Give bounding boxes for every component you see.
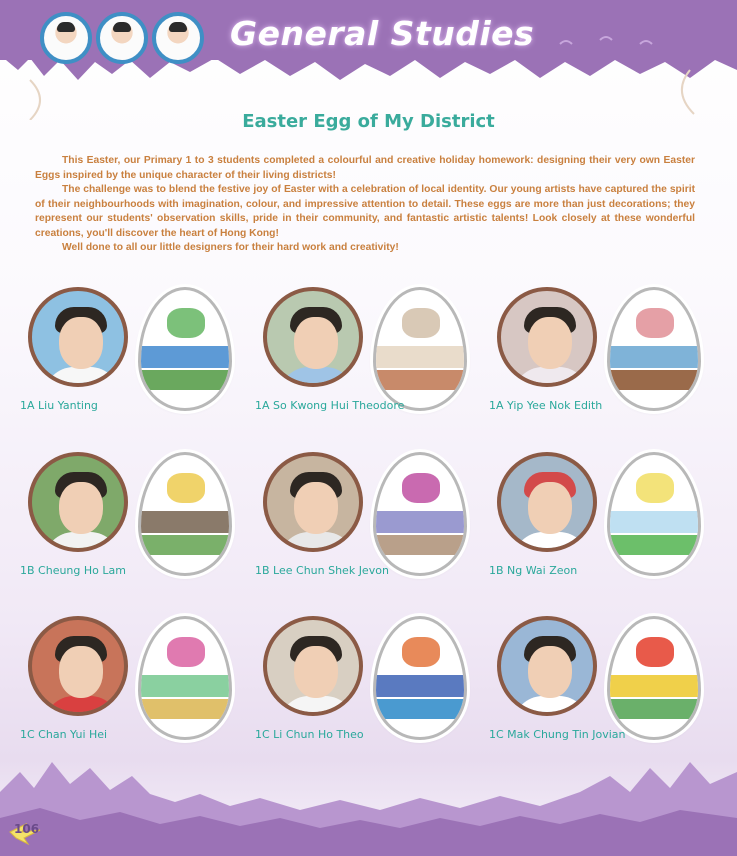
footer-decoration xyxy=(0,732,737,856)
student-name: 1B Cheung Ho Lam xyxy=(20,564,126,577)
student-entry xyxy=(20,287,248,427)
student-photo xyxy=(28,287,128,387)
student-photo xyxy=(263,616,363,716)
student-name: 1A Liu Yanting xyxy=(20,399,98,412)
student-entry xyxy=(255,287,483,427)
article-title: Easter Egg of My District xyxy=(242,111,495,132)
student-name: 1C Li Chun Ho Theo xyxy=(255,728,364,741)
easter-egg-drawing xyxy=(607,616,701,740)
easter-egg-drawing xyxy=(138,616,232,740)
section-title: General Studies xyxy=(230,14,535,53)
easter-egg-drawing xyxy=(373,616,467,740)
student-photo xyxy=(28,452,128,552)
easter-egg-drawing xyxy=(607,287,701,411)
easter-egg-drawing xyxy=(373,452,467,576)
student-entry xyxy=(20,452,248,592)
easter-egg-drawing xyxy=(138,287,232,411)
student-name: 1B Lee Chun Shek Jevon xyxy=(255,564,389,577)
student-photo xyxy=(497,452,597,552)
student-photo xyxy=(28,616,128,716)
easter-egg-drawing xyxy=(138,452,232,576)
intro-paragraph: Well done to all our little designers for their hard work and creativity! xyxy=(62,242,399,253)
student-name: 1B Ng Wai Zeon xyxy=(489,564,578,577)
student-name: 1A Yip Yee Nok Edith xyxy=(489,399,603,412)
student-entry xyxy=(489,452,717,592)
student-name: 1C Chan Yui Hei xyxy=(20,728,108,741)
student-photo xyxy=(263,287,363,387)
student-photo xyxy=(263,452,363,552)
student-photo xyxy=(497,616,597,716)
easter-egg-drawing xyxy=(607,452,701,576)
student-entry xyxy=(489,287,717,427)
student-entry xyxy=(255,452,483,592)
page-number: 106 xyxy=(14,822,40,836)
student-name: 1C Mak Chung Tin Jovian xyxy=(489,728,626,741)
intro-paragraph: This Easter, our Primary 1 to 3 students completed a colourful and creative holiday homework: designing their very own Easter Eggs inspired by the unique character of their living districts! xyxy=(35,155,695,181)
student-photo xyxy=(497,287,597,387)
easter-egg-drawing xyxy=(373,287,467,411)
student-name: 1A So Kwong Hui Theodore xyxy=(255,399,405,412)
intro-paragraph: The challenge was to blend the festive joy of Easter with a celebration of local identity. Our young artists have captured the spirit of their neighbourhoods with imagination, colour, and impressive attention to detail. These eggs are more than just decorations; they represent our students' observation skills, pride in their community, and fantastic artistic talents! Look closely at these wonderful creations, you'll discover the heart of Hong Kong! xyxy=(35,184,695,239)
